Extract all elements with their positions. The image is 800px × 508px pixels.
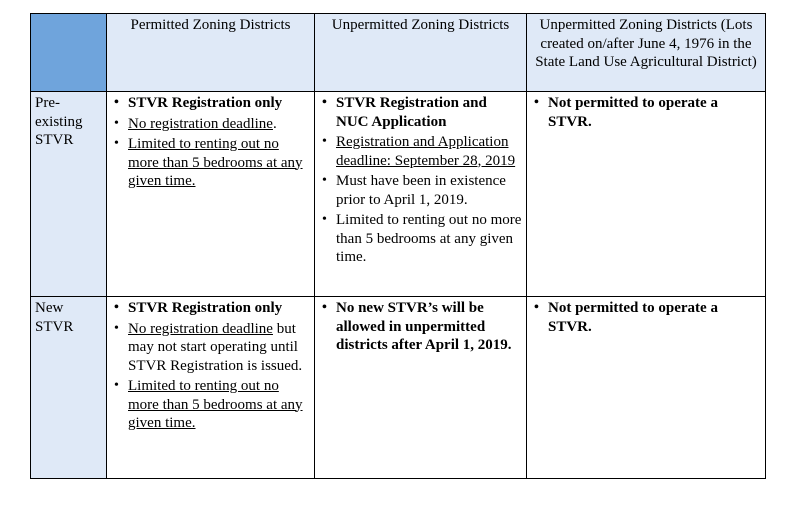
- list-item: • Not permitted to operate a STVR.: [534, 300, 718, 335]
- bullet-icon: •: [114, 378, 119, 393]
- header-row: [31, 14, 766, 92]
- bullet-icon: •: [534, 95, 539, 110]
- corner-cell: [31, 14, 107, 92]
- cell-pre-existing-unpermitted: [315, 92, 527, 297]
- header-unpermitted-lots: Unpermitted Zoning Districts (Lots created on/after June 4, 1976 in the State Land Use Agricultural District): [527, 14, 766, 92]
- cell-new-unpermitted: [315, 297, 527, 479]
- stvr-zoning-table: [30, 13, 766, 479]
- list-item: • Limited to renting out no more than 5 bedrooms at any given time.: [114, 378, 303, 431]
- cell-new-unpermitted-lots: [527, 297, 766, 479]
- cell-new-permitted: [107, 297, 315, 479]
- row-pre-existing-stvr: [31, 92, 766, 297]
- row-label-pre-existing: Pre-existing STVR: [31, 92, 107, 297]
- bullet-icon: •: [534, 300, 539, 315]
- list-item: • No registration deadline but may not start operating until STVR Registration is issued.: [114, 320, 303, 374]
- list-item: • Limited to renting out no more than 5 bedrooms at any given time.: [322, 212, 522, 265]
- bullet-icon: •: [114, 115, 119, 131]
- header-permitted: Permitted Zoning Districts: [107, 14, 315, 92]
- bullet-icon: •: [114, 300, 119, 315]
- header-unpermitted: Unpermitted Zoning Districts: [315, 14, 527, 92]
- list-item: • Limited to renting out no more than 5 bedrooms at any given time.: [114, 136, 303, 189]
- bullet-icon: •: [322, 212, 327, 227]
- bullet-icon: •: [322, 300, 327, 315]
- cell-pre-existing-permitted: [107, 92, 315, 297]
- list-item: • STVR Registration only: [114, 300, 283, 316]
- bullet-icon: •: [114, 136, 119, 151]
- bullet-icon: •: [322, 95, 327, 110]
- row-label-new: New STVR: [31, 297, 107, 479]
- cell-pre-existing-unpermitted-lots: [527, 92, 766, 297]
- bullet-icon: •: [322, 173, 327, 188]
- row-new-stvr: [31, 297, 766, 479]
- list-item: • No registration deadline.: [114, 115, 277, 132]
- bullet-icon: •: [322, 134, 327, 149]
- list-item: • No new STVR’s will be allowed in unpermitted districts after April 1, 2019.: [322, 300, 512, 353]
- bullet-icon: •: [114, 320, 119, 336]
- list-item: • STVR Registration and NUC Application: [322, 95, 487, 130]
- list-item: • Not permitted to operate a STVR.: [534, 95, 718, 130]
- list-item: • Must have been in existence prior to April 1, 2019.: [322, 173, 506, 208]
- bullet-icon: •: [114, 95, 119, 110]
- list-item: • Registration and Application deadline: September 28, 2019: [322, 134, 516, 169]
- list-item: • STVR Registration only: [114, 95, 283, 111]
